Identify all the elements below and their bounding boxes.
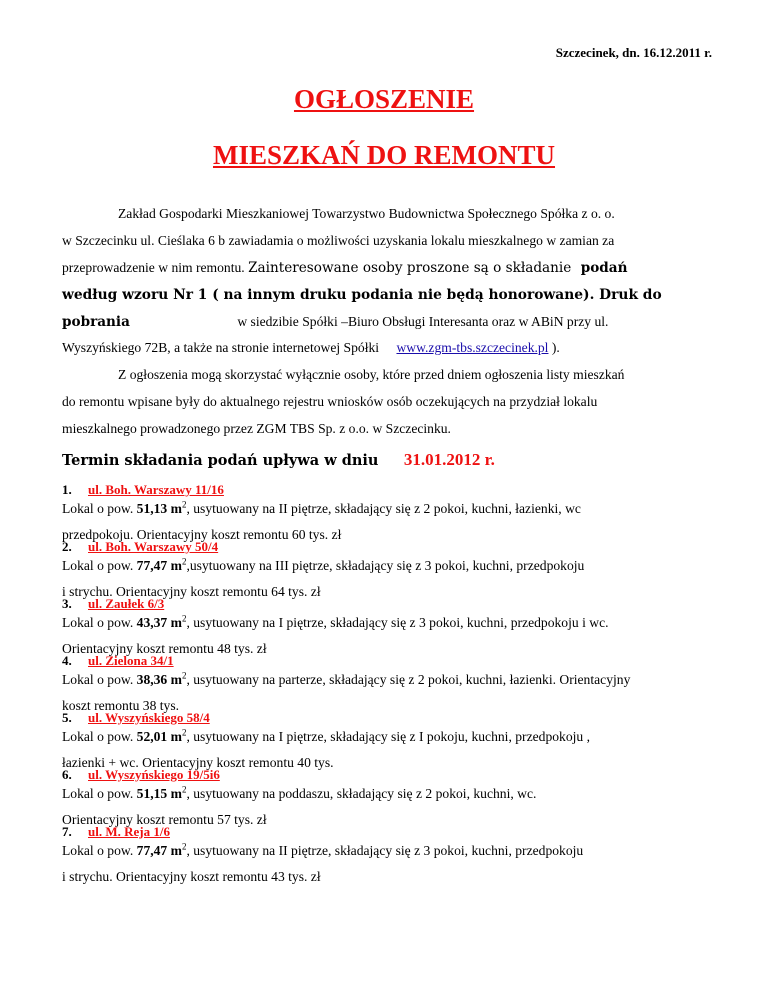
apartment-pre: Lokal o pow. bbox=[62, 615, 134, 630]
apartment-details: , usytuowany na parterze, składający się z 2 pokoi, kuchni, łazienki. Orientacyjny bbox=[186, 672, 631, 687]
apartment-details: ,usytuowany na III piętrze, składający się z 3 pokoi, kuchni, przedpokoju bbox=[186, 558, 585, 573]
apartment-address: ul. Zielona 34/1 bbox=[88, 653, 174, 668]
apartment-cost: Orientacyjny koszt remontu 57 tys. zł bbox=[62, 812, 267, 827]
apartment-cost: przedpokoju. Orientacyjny koszt remontu 60 tys. zł bbox=[62, 527, 342, 542]
title-apartments: MIESZKAŃ DO REMONTU bbox=[212, 140, 556, 170]
apartment-area-unit-exp: 2 bbox=[181, 841, 187, 852]
apartment-details: , usytuowany na II piętrze, składający się z 2 pokoi, kuchni, łazienki, wc bbox=[186, 501, 581, 516]
intro-line-3a: przeprowadzenie w nim remontu. bbox=[62, 260, 245, 275]
apartment-area-unit-exp: 2 bbox=[181, 670, 187, 681]
apartment-number: 3. bbox=[62, 596, 72, 611]
apartment-area: 51,13 m bbox=[136, 501, 182, 516]
eligibility-line-1: Z ogłoszenia mogą skorzystać wyłącznie osoby, które przed dniem ogłoszenia listy mieszkań bbox=[118, 367, 625, 382]
apartment-address: ul. M. Reja 1/6 bbox=[88, 824, 170, 839]
apartment-cost: łazienki + wc. Orientacyjny koszt remontu 40 tys. bbox=[62, 755, 334, 770]
apartment-cost: Orientacyjny koszt remontu 48 tys. zł bbox=[62, 641, 267, 656]
intro-line-3c: podań bbox=[580, 260, 628, 276]
intro-line-6b: ). bbox=[551, 340, 560, 355]
intro-line-3b: Zainteresowane osoby proszone są o składanie bbox=[248, 260, 572, 276]
intro-line-2: w Szczecinku ul. Cieślaka 6 b zawiadamia o możliwości uzyskania lokalu mieszkalnego w zamian za bbox=[62, 233, 615, 248]
apartment-area: 38,36 m bbox=[136, 672, 182, 687]
apartment-pre: Lokal o pow. bbox=[62, 843, 134, 858]
apartment-number: 6. bbox=[62, 767, 72, 782]
website-link[interactable]: www.zgm-tbs.szczecinek.pl bbox=[396, 340, 549, 355]
apartment-area-unit-exp: 2 bbox=[181, 613, 187, 624]
apartment-pre: Lokal o pow. bbox=[62, 729, 134, 744]
intro-line-5a: pobrania bbox=[62, 314, 130, 330]
apartment-cost: i strychu. Orientacyjny koszt remontu 64 tys. zł bbox=[62, 584, 321, 599]
apartment-area-unit-exp: 2 bbox=[181, 727, 187, 738]
intro-line-5b: w siedzibie Spółki –Biuro Obsługi Interesanta oraz w ABiN przy ul. bbox=[237, 314, 609, 329]
apartment-address: ul. Wyszyńskiego 19/5i6 bbox=[88, 767, 220, 782]
apartment-address: ul. Boh. Warszawy 11/16 bbox=[88, 482, 224, 497]
intro-line-5 bbox=[62, 314, 608, 330]
apartment-pre: Lokal o pow. bbox=[62, 501, 134, 516]
deadline-date: 31.01.2012 r. bbox=[403, 450, 495, 469]
eligibility-line-2: do remontu wpisane były do aktualnego rejestru wniosków osób oczekujących na przydział lokalu bbox=[62, 394, 598, 409]
eligibility-line-3: mieszkalnego prowadzonego przez ZGM TBS Sp. z o.o. w Szczecinku. bbox=[62, 421, 451, 436]
intro-line-3 bbox=[62, 260, 627, 276]
apartment-number: 7. bbox=[62, 824, 72, 839]
document-date: Szczecinek, dn. 16.12.2011 r. bbox=[555, 45, 712, 60]
apartment-pre: Lokal o pow. bbox=[62, 786, 134, 801]
apartment-number: 2. bbox=[62, 539, 72, 554]
title-announcement: OGŁOSZENIE bbox=[293, 84, 475, 114]
apartment-area: 43,37 m bbox=[136, 615, 182, 630]
apartment-area-unit-exp: 2 bbox=[181, 499, 187, 510]
deadline bbox=[62, 450, 495, 470]
apartment-description bbox=[62, 838, 712, 890]
apartment-pre: Lokal o pow. bbox=[62, 672, 134, 687]
apartment-number: 4. bbox=[62, 653, 72, 668]
apartment-number: 5. bbox=[62, 710, 72, 725]
apartment-details: , usytuowany na I piętrze, składający się z 3 pokoi, kuchni, przedpokoju i wc. bbox=[186, 615, 609, 630]
apartment-details: , usytuowany na II piętrze, składający się z 3 pokoi, kuchni, przedpokoju bbox=[186, 843, 584, 858]
apartment-number: 1. bbox=[62, 482, 72, 497]
intro-line-4: według wzoru Nr 1 ( na innym druku podania nie będą honorowane). Druk do bbox=[62, 287, 662, 303]
apartment-area: 77,47 m bbox=[136, 558, 182, 573]
intro-line-6 bbox=[62, 340, 560, 356]
intro-line-6a: Wyszyńskiego 72B, a także na stronie internetowej Spółki bbox=[62, 340, 380, 355]
intro-line-1: Zakład Gospodarki Mieszkaniowej Towarzystwo Budownictwa Społecznego Spółka z o. o. bbox=[118, 206, 615, 221]
apartment-area-unit-exp: 2 bbox=[181, 784, 187, 795]
apartment-area: 52,01 m bbox=[136, 729, 182, 744]
apartment-details: , usytuowany na I piętrze, składający się z I pokoju, kuchni, przedpokoju , bbox=[186, 729, 590, 744]
apartment-cost: i strychu. Orientacyjny koszt remontu 43 tys. zł bbox=[62, 869, 321, 884]
apartment-area-unit-exp: 2 bbox=[181, 556, 187, 567]
apartment-address: ul. Boh. Warszawy 50/4 bbox=[88, 539, 219, 554]
apartment-address: ul. Wyszyńskiego 58/4 bbox=[88, 710, 210, 725]
apartment-area: 77,47 m bbox=[136, 843, 182, 858]
apartment-area: 51,15 m bbox=[136, 786, 182, 801]
deadline-label: Termin składania podań upływa w dniu bbox=[62, 452, 379, 469]
apartment-details: , usytuowany na poddaszu, składający się z 2 pokoi, kuchni, wc. bbox=[186, 786, 537, 801]
apartment-pre: Lokal o pow. bbox=[62, 558, 134, 573]
apartment-cost: koszt remontu 38 tys. bbox=[62, 698, 180, 713]
apartment-address: ul. Zaułek 6/3 bbox=[88, 596, 165, 611]
